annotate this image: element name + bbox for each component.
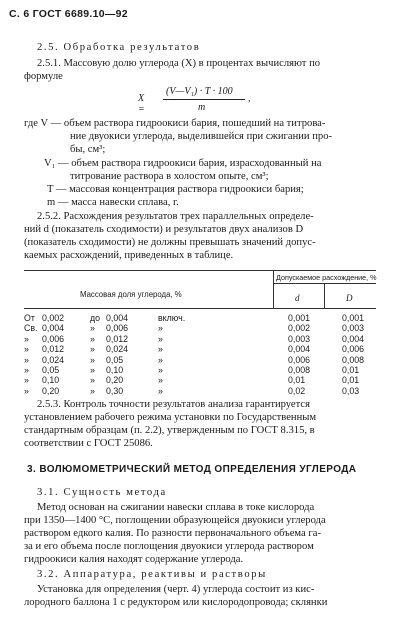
- paragraph-line: при 1350—1400 °С, поглощении образующейся двуокиси углерода: [24, 515, 326, 526]
- table-cell-p: »: [24, 375, 29, 386]
- table-header-rule: [24, 308, 376, 309]
- table-cell-w: »: [90, 333, 95, 344]
- table-row: [24, 334, 376, 344]
- table-cell-b: 0,05: [106, 354, 124, 365]
- table-row: [24, 313, 376, 323]
- section-3-1-title: 3.1. Сущность метода: [37, 487, 167, 498]
- table-cell-D: 0,03: [342, 385, 360, 396]
- where-line: титрование раствора в холостом опыте, см³;: [70, 171, 269, 182]
- table-cell-d: 0,001: [288, 313, 311, 323]
- table-cell-d: 0,006: [288, 354, 311, 365]
- table-cell-a: 0,002: [42, 313, 65, 323]
- table-cell-p: Св.: [24, 323, 38, 334]
- column-header-D: D: [346, 293, 353, 303]
- table-cell-d: 0,02: [288, 385, 306, 396]
- paragraph-line: 2.5.2. Расхождения результатов трех параллельных определе-: [37, 211, 314, 222]
- paragraph-line: Установка для определения (черт. 4) углерода состоит из кис-: [37, 584, 315, 595]
- table-cell-b: 0,024: [106, 344, 129, 355]
- where-line: бы, см³;: [70, 144, 106, 155]
- table-cell-s: »: [158, 344, 163, 355]
- where-line: где V — объем раствора гидроокиси бария, пошедший на титрова-: [24, 118, 326, 129]
- table-vrule: [273, 270, 274, 308]
- paragraph-line: лородного баллона 1 с редуктором или кислородопровода; склянки: [24, 597, 328, 608]
- table-cell-s: »: [158, 333, 163, 344]
- table-cell-s: »: [158, 323, 163, 334]
- paragraph-line: 2.5.3. Контроль точности результатов анализа гарантируется: [37, 399, 310, 410]
- where-line: ние двуокиси углерода, выделившейся при сжигании про-: [70, 131, 333, 142]
- table-cell-d: 0,002: [288, 323, 311, 334]
- table-cell-a: 0,012: [42, 344, 65, 355]
- formula-lhs: X =: [138, 93, 145, 115]
- where-line: m — масса навески сплава, г.: [47, 197, 179, 208]
- table-cell-a: 0,20: [42, 385, 60, 396]
- table-cell-w: до: [90, 313, 101, 323]
- table-cell-D: 0,003: [342, 323, 365, 334]
- table-cell-w: »: [90, 323, 95, 334]
- table-cell-b: 0,30: [106, 385, 124, 396]
- table-cell-d: 0,01: [288, 375, 306, 386]
- table-cell-s: »: [158, 354, 163, 365]
- table-cell-a: 0,024: [42, 354, 65, 365]
- table-cell-D: 0,01: [342, 375, 360, 386]
- table-cell-w: »: [90, 375, 95, 386]
- formula-numerator: (V—V₁) · T · 100: [166, 86, 233, 97]
- table-cell-s: »: [158, 385, 163, 396]
- table-cell-b: 0,20: [106, 375, 124, 386]
- table-cell-w: »: [90, 365, 95, 375]
- table-cell-p: »: [24, 385, 29, 396]
- table-row: [24, 365, 376, 375]
- fraction-bar: [163, 99, 245, 100]
- table-cell-a: 0,004: [42, 323, 65, 334]
- table-cell-a: 0,05: [42, 365, 60, 375]
- where-line: V₁ — объем раствора гидроокиси бария, израсходованный на: [44, 158, 322, 169]
- paragraph-line: гидроокиси калия находят содержание углерода.: [24, 554, 244, 565]
- table-cell-w: »: [90, 354, 95, 365]
- table-cell-D: 0,01: [342, 365, 360, 375]
- section-3-title: 3. ВОЛЮМОМЕТРИЧЕСКИЙ МЕТОД ОПРЕДЕЛЕНИЯ УГЛЕРОДА: [27, 464, 357, 475]
- where-line: T — массовая концентрация раствора гидроокиси бария;: [47, 184, 304, 195]
- paragraph-line: 2.5.1. Массовую долю углерода (X) в процентах вычисляют по: [37, 58, 321, 69]
- table-cell-s: »: [158, 375, 163, 386]
- table-cell-D: 0,006: [342, 344, 365, 355]
- table-row: [24, 344, 376, 354]
- paragraph-line: (показатель сходимости) не должны превышать значений допус-: [24, 237, 316, 248]
- table-cell-a: 0,10: [42, 375, 60, 386]
- paragraph-line: формуле: [24, 71, 63, 82]
- table-vrule: [324, 283, 325, 308]
- paragraph-line: установлением рабочего режима установки по Государственным: [24, 412, 317, 423]
- table-cell-p: От: [24, 313, 35, 323]
- column-header-allowed: Допускаемое расхождение, %: [276, 273, 377, 282]
- table-cell-d: 0,004: [288, 344, 311, 355]
- paragraph-line: за и его объема после поглощения двуокиси углерода раствором: [24, 541, 314, 552]
- table-cell-d: 0,008: [288, 365, 311, 375]
- table-cell-p: »: [24, 333, 29, 344]
- table-cell-D: 0,001: [342, 313, 365, 323]
- page-header: С. 6 ГОСТ 6689.10—92: [9, 8, 128, 20]
- paragraph-line: Метод основан на сжигании навески сплава в токе кислорода: [37, 502, 315, 513]
- table-cell-d: 0,003: [288, 333, 311, 344]
- table-cell-b: 0,012: [106, 333, 129, 344]
- section-2-5-title: 2.5. Обработка результатов: [37, 42, 201, 53]
- paragraph-line: раствором едкого калия. По разности первоначального объема га-: [24, 528, 321, 539]
- table-top-rule: [24, 270, 376, 271]
- table-cell-a: 0,006: [42, 333, 65, 344]
- table-cell-b: 0,006: [106, 323, 129, 334]
- table-cell-D: 0,008: [342, 354, 365, 365]
- paragraph-line: ний d (показатель сходимости) и результатов двух анализов D: [24, 224, 304, 235]
- table-row: [24, 323, 376, 333]
- column-header-d: d: [295, 293, 300, 303]
- table-cell-b: 0,004: [106, 313, 129, 323]
- table-cell-p: »: [24, 344, 29, 355]
- table-row: [24, 386, 376, 396]
- table-cell-b: 0,10: [106, 365, 124, 375]
- formula-denominator: m: [198, 102, 206, 113]
- table-cell-s: включ.: [158, 313, 186, 323]
- table-row: [24, 375, 376, 385]
- column-header-mass: Массовая доля углерода, %: [80, 290, 182, 299]
- formula-tail: ,: [248, 93, 251, 104]
- paragraph-line: соответствии с ГОСТ 25086.: [24, 438, 153, 449]
- table-cell-w: »: [90, 385, 95, 396]
- table-cell-D: 0,004: [342, 333, 365, 344]
- paragraph-line: стандартным образцам (п. 2.2), утвержденным по ГОСТ 8.315, в: [24, 425, 315, 436]
- table-cell-p: »: [24, 354, 29, 365]
- table-cell-s: »: [158, 365, 163, 375]
- table-row: [24, 355, 376, 365]
- table-cell-w: »: [90, 344, 95, 355]
- paragraph-line: каемых расхождений, приведенных в таблице.: [24, 250, 234, 261]
- section-3-2-title: 3.2. Аппаратура, реактивы и растворы: [37, 569, 267, 580]
- table-cell-p: »: [24, 365, 29, 375]
